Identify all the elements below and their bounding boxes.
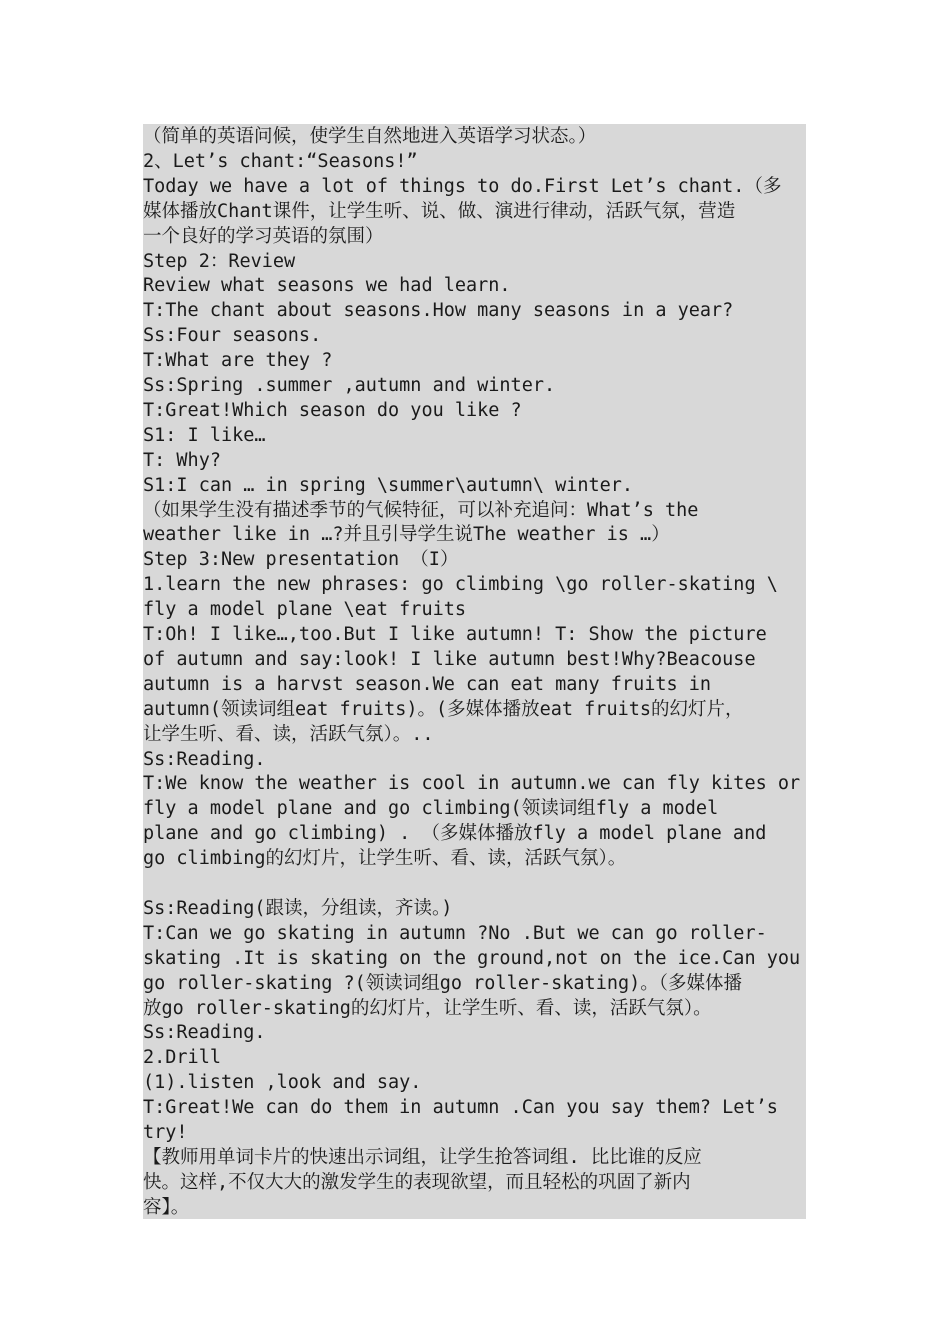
text-line: Review what seasons we had learn. xyxy=(143,275,511,297)
text-line: T:What are they ? xyxy=(143,350,333,372)
text-line: fly a model plane and go climbing(领读词组fly a model xyxy=(143,798,719,820)
text-line: Ss:Reading(跟读，分组读，齐读。) xyxy=(143,897,453,919)
text-line: Step 2：Review xyxy=(143,250,296,272)
text-line: try! xyxy=(143,1122,188,1143)
text-line: 媒体播放Chant课件，让学生听、说、做、演进行律动，活跃气氛，营造 xyxy=(143,200,736,222)
text-line: fly a model plane \eat fruits xyxy=(143,599,467,621)
text-line: Ss:Reading. xyxy=(143,748,266,770)
text-line: 快。这样,不仅大大的激发学生的表现欲望，而且轻松的巩固了新内 xyxy=(143,1171,691,1193)
text-line: Step 3:New presentation （I） xyxy=(143,549,459,571)
text-line: (1).listen ,look and say. xyxy=(143,1072,422,1094)
text-line: T:Great!Which season do you like ? xyxy=(143,399,522,421)
text-line: S1: I like… xyxy=(143,424,266,446)
text-line: T:We know the weather is cool in autumn.we can fly kites or xyxy=(143,773,801,795)
text-line: （简单的英语问候，使学生自然地进入英语学习状态。） xyxy=(143,126,597,147)
text-line: T:The chant about seasons.How many seasons in a year? xyxy=(143,300,734,322)
text-line: go climbing的幻灯片，让学生听、看、读，活跃气氛）。 xyxy=(143,848,627,870)
text-line: （如果学生没有描述季节的气候特征，可以补充追问：What’s the xyxy=(143,499,699,521)
text-line: 容】。 xyxy=(143,1196,190,1218)
text-line: T: Why? xyxy=(143,449,221,471)
text-line: skating .It is skating on the ground,not on the ice.Can you xyxy=(143,947,801,969)
text-line: Today we have a lot of things to do.First Let’s chant.（多 xyxy=(143,175,782,197)
text-line: autumn is a harvst season.We can eat many fruits in xyxy=(143,673,712,695)
text-line: autumn(领读词组eat fruits)。(多媒体播放eat fruits的幻灯片， xyxy=(143,698,744,720)
text-line: S1:I can … in spring \summer\autumn\ winter. xyxy=(143,474,634,496)
text-line: 2、Let’s chant:“Seasons!” xyxy=(143,150,418,172)
text-line: T:Can we go skating in autumn ?No .But we can go roller- xyxy=(143,922,767,944)
text-line: go roller-skating ?(领读词组go roller-skating)。（多媒体播 xyxy=(143,972,742,994)
text-line: 一个良好的学习英语的氛围） xyxy=(143,225,384,247)
text-line: 2.Drill xyxy=(143,1047,221,1069)
text-line: 放go roller-skating的幻灯片，让学生听、看、读，活跃气氛）。 xyxy=(143,997,712,1019)
text-line xyxy=(143,871,806,896)
text-line: Ss:Four seasons. xyxy=(143,325,322,347)
text-line: T:Oh! I like…,too.But I like autumn! T: Show the picture xyxy=(143,624,767,645)
text-line: T:Great!We can do them in autumn .Can you say them? Let’s xyxy=(143,1097,778,1119)
text-line: of autumn and say:look! I like autumn best!Why?Beacouse xyxy=(143,648,756,670)
text-line: weather like in …?并且引导学生说The weather is …） xyxy=(143,524,670,546)
text-line: 1.learn the new phrases: go climbing \go roller-skating \ xyxy=(143,574,778,596)
text-line: plane and go climbing) . （多媒体播放fly a model plane and xyxy=(143,823,767,845)
text-line: Ss:Spring .summer ,autumn and winter. xyxy=(143,375,556,396)
text-line: 【教师用单词卡片的快速出示词组，让学生抢答词组. 比比谁的反应 xyxy=(143,1146,702,1168)
text-line: Ss:Reading. xyxy=(143,1022,266,1044)
text-line: 让学生听、看、读，活跃气氛）。.. xyxy=(143,723,434,745)
